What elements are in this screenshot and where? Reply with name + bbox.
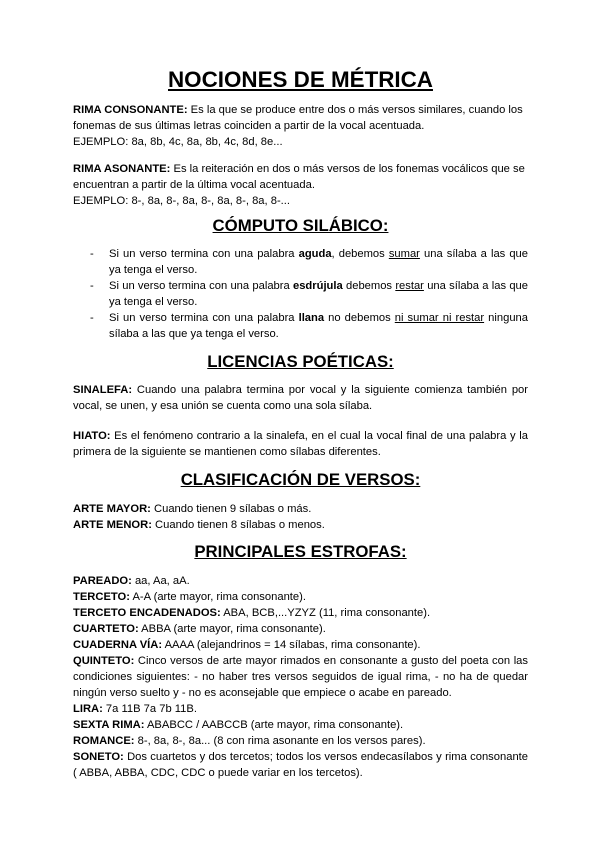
list-item — [73, 278, 528, 310]
estrofa-term: LIRA: — [73, 703, 103, 715]
arte-mayor-line — [73, 501, 528, 517]
estrofa-cuaderna-via — [73, 637, 528, 653]
item-action: ni sumar ni restar — [394, 312, 485, 324]
rima-consonante-text: Es la que se produce entre dos o más versos similares, cuando los fonemas de sus últimas letras coinciden a partir de la vocal acentuada. — [73, 104, 523, 132]
estrofa-text: ABBA (arte mayor, rima consonante). — [138, 623, 326, 635]
item-text: no debemos — [324, 312, 395, 324]
list-item — [73, 310, 528, 342]
estrofa-text: 8-, 8a, 8-, 8a... (8 con rima asonante en los versos pares). — [134, 735, 426, 747]
arte-menor-line — [73, 517, 528, 533]
hiato-term: HIATO: — [73, 430, 111, 442]
estrofa-term: CUADERNA VÍA: — [73, 639, 163, 651]
arte-menor-text: Cuando tienen 8 sílabas o menos. — [151, 519, 325, 531]
dash-bullet: - — [90, 312, 94, 324]
computo-list — [73, 246, 528, 342]
estrofa-term: TERCETO ENCADENADOS: — [73, 607, 221, 619]
sinalefa-term: SINALEFA: — [73, 384, 133, 396]
item-text: , debemos — [331, 248, 389, 260]
item-keyword: aguda — [298, 248, 332, 260]
rima-consonante-definition — [73, 102, 528, 134]
estrofa-text: aa, Aa, aA. — [131, 575, 190, 587]
item-text: una sílaba a las que ya tenga el verso. — [109, 248, 528, 276]
estrofa-text: ABABCC / AABCCB (arte mayor, rima consonante). — [144, 719, 404, 731]
sinalefa-text: Cuando una palabra termina por vocal y la siguiente comienza también por vocal, se unen, y esa unión se cuenta como una sola sílaba. — [73, 384, 528, 412]
estrofa-text: A-A (arte mayor, rima consonante). — [129, 591, 306, 603]
estrofa-terceto-encadenados — [73, 605, 528, 621]
document-content — [73, 67, 528, 781]
item-action: sumar — [388, 248, 420, 260]
arte-mayor-text: Cuando tienen 9 sílabas o más. — [150, 503, 312, 515]
item-action: restar — [395, 280, 424, 292]
item-keyword: llana — [298, 312, 325, 324]
computo-heading: CÓMPUTO SILÁBICO: — [212, 216, 389, 235]
item-text: Si un verso termina con una palabra — [109, 248, 299, 260]
estrofa-text: 7a 11B 7a 7b 11B. — [102, 703, 197, 715]
item-keyword: esdrújula — [292, 280, 343, 292]
item-text: una sílaba a las que ya tenga el verso. — [109, 280, 528, 308]
item-text: Si un verso termina con una palabra — [109, 312, 299, 324]
rima-asonante-term: RIMA ASONANTE: — [73, 163, 171, 175]
item-text: ninguna sílaba a las que ya tenga el verso. — [109, 312, 528, 340]
estrofa-term: PAREADO: — [73, 575, 132, 587]
estrofa-text: Cinco versos de arte mayor rimados en consonante a gusto del poeta con las condiciones siguientes: - no haber tres versos seguidos de igual rima, - no ha de quedar ningún verso suelto y - no es aconsejable que empiece o acabe en pareado. — [73, 655, 528, 699]
estrofa-term: CUARTETO: — [73, 623, 139, 635]
arte-menor-term: ARTE MENOR: — [73, 519, 152, 531]
estrofa-text: AAAA (alejandrinos = 14 sílabas, rima consonante). — [162, 639, 421, 651]
estrofa-soneto — [73, 749, 528, 781]
estrofa-term: ROMANCE: — [73, 735, 135, 747]
estrofa-term: QUINTETO: — [73, 655, 135, 667]
estrofa-cuarteto — [73, 621, 528, 637]
item-text: debemos — [342, 280, 396, 292]
estrofa-term: SONETO: — [73, 751, 124, 763]
dash-bullet: - — [90, 248, 94, 260]
estrofa-text: ABA, BCB,...YZYZ (11, rima consonante). — [220, 607, 431, 619]
sinalefa-definition — [73, 382, 528, 414]
licencias-heading: LICENCIAS POÉTICAS: — [207, 352, 394, 371]
dash-bullet: - — [90, 280, 94, 292]
estrofa-pareado — [73, 573, 528, 589]
rima-consonante-term: RIMA CONSONANTE: — [73, 104, 188, 116]
estrofa-term: SEXTA RIMA: — [73, 719, 145, 731]
list-item — [73, 246, 528, 278]
arte-mayor-term: ARTE MAYOR: — [73, 503, 151, 515]
rima-asonante-text: Es la reiteración en dos o más versos de los fonemas vocálicos que se encuentran a partir de la última vocal acentuada. — [73, 163, 525, 191]
rima-asonante-definition — [73, 161, 528, 193]
estrofa-text: Dos cuartetos y dos tercetos; todos los versos endecasílabos y rima consonante ( ABBA, ABBA, CDC, CDC o puede variar en los tercetos). — [73, 751, 528, 779]
estrofa-sexta-rima — [73, 717, 528, 733]
estrofa-lira — [73, 701, 528, 717]
clasificacion-heading: CLASIFICACIÓN DE VERSOS: — [180, 470, 421, 489]
hiato-text: Es el fenómeno contrario a la sinalefa, en el cual la vocal final de una palabra y la primera de la siguiente se mantienen como sílabas diferentes. — [73, 430, 528, 458]
estrofas-list — [73, 573, 528, 781]
estrofa-romance — [73, 733, 528, 749]
item-text: Si un verso termina con una palabra — [109, 280, 293, 292]
estrofa-terceto — [73, 589, 528, 605]
estrofa-quinteto — [73, 653, 528, 701]
estrofa-term: TERCETO: — [73, 591, 130, 603]
estrofas-heading: PRINCIPALES ESTROFAS: — [194, 542, 407, 561]
page-title: NOCIONES DE MÉTRICA — [168, 67, 433, 92]
rima-asonante-example: EJEMPLO: 8-, 8a, 8-, 8a, 8-, 8a, 8-, 8a, 8-... — [73, 195, 291, 207]
hiato-definition — [73, 428, 528, 460]
rima-consonante-example: EJEMPLO: 8a, 8b, 4c, 8a, 8b, 4c, 8d, 8e... — [73, 136, 283, 148]
